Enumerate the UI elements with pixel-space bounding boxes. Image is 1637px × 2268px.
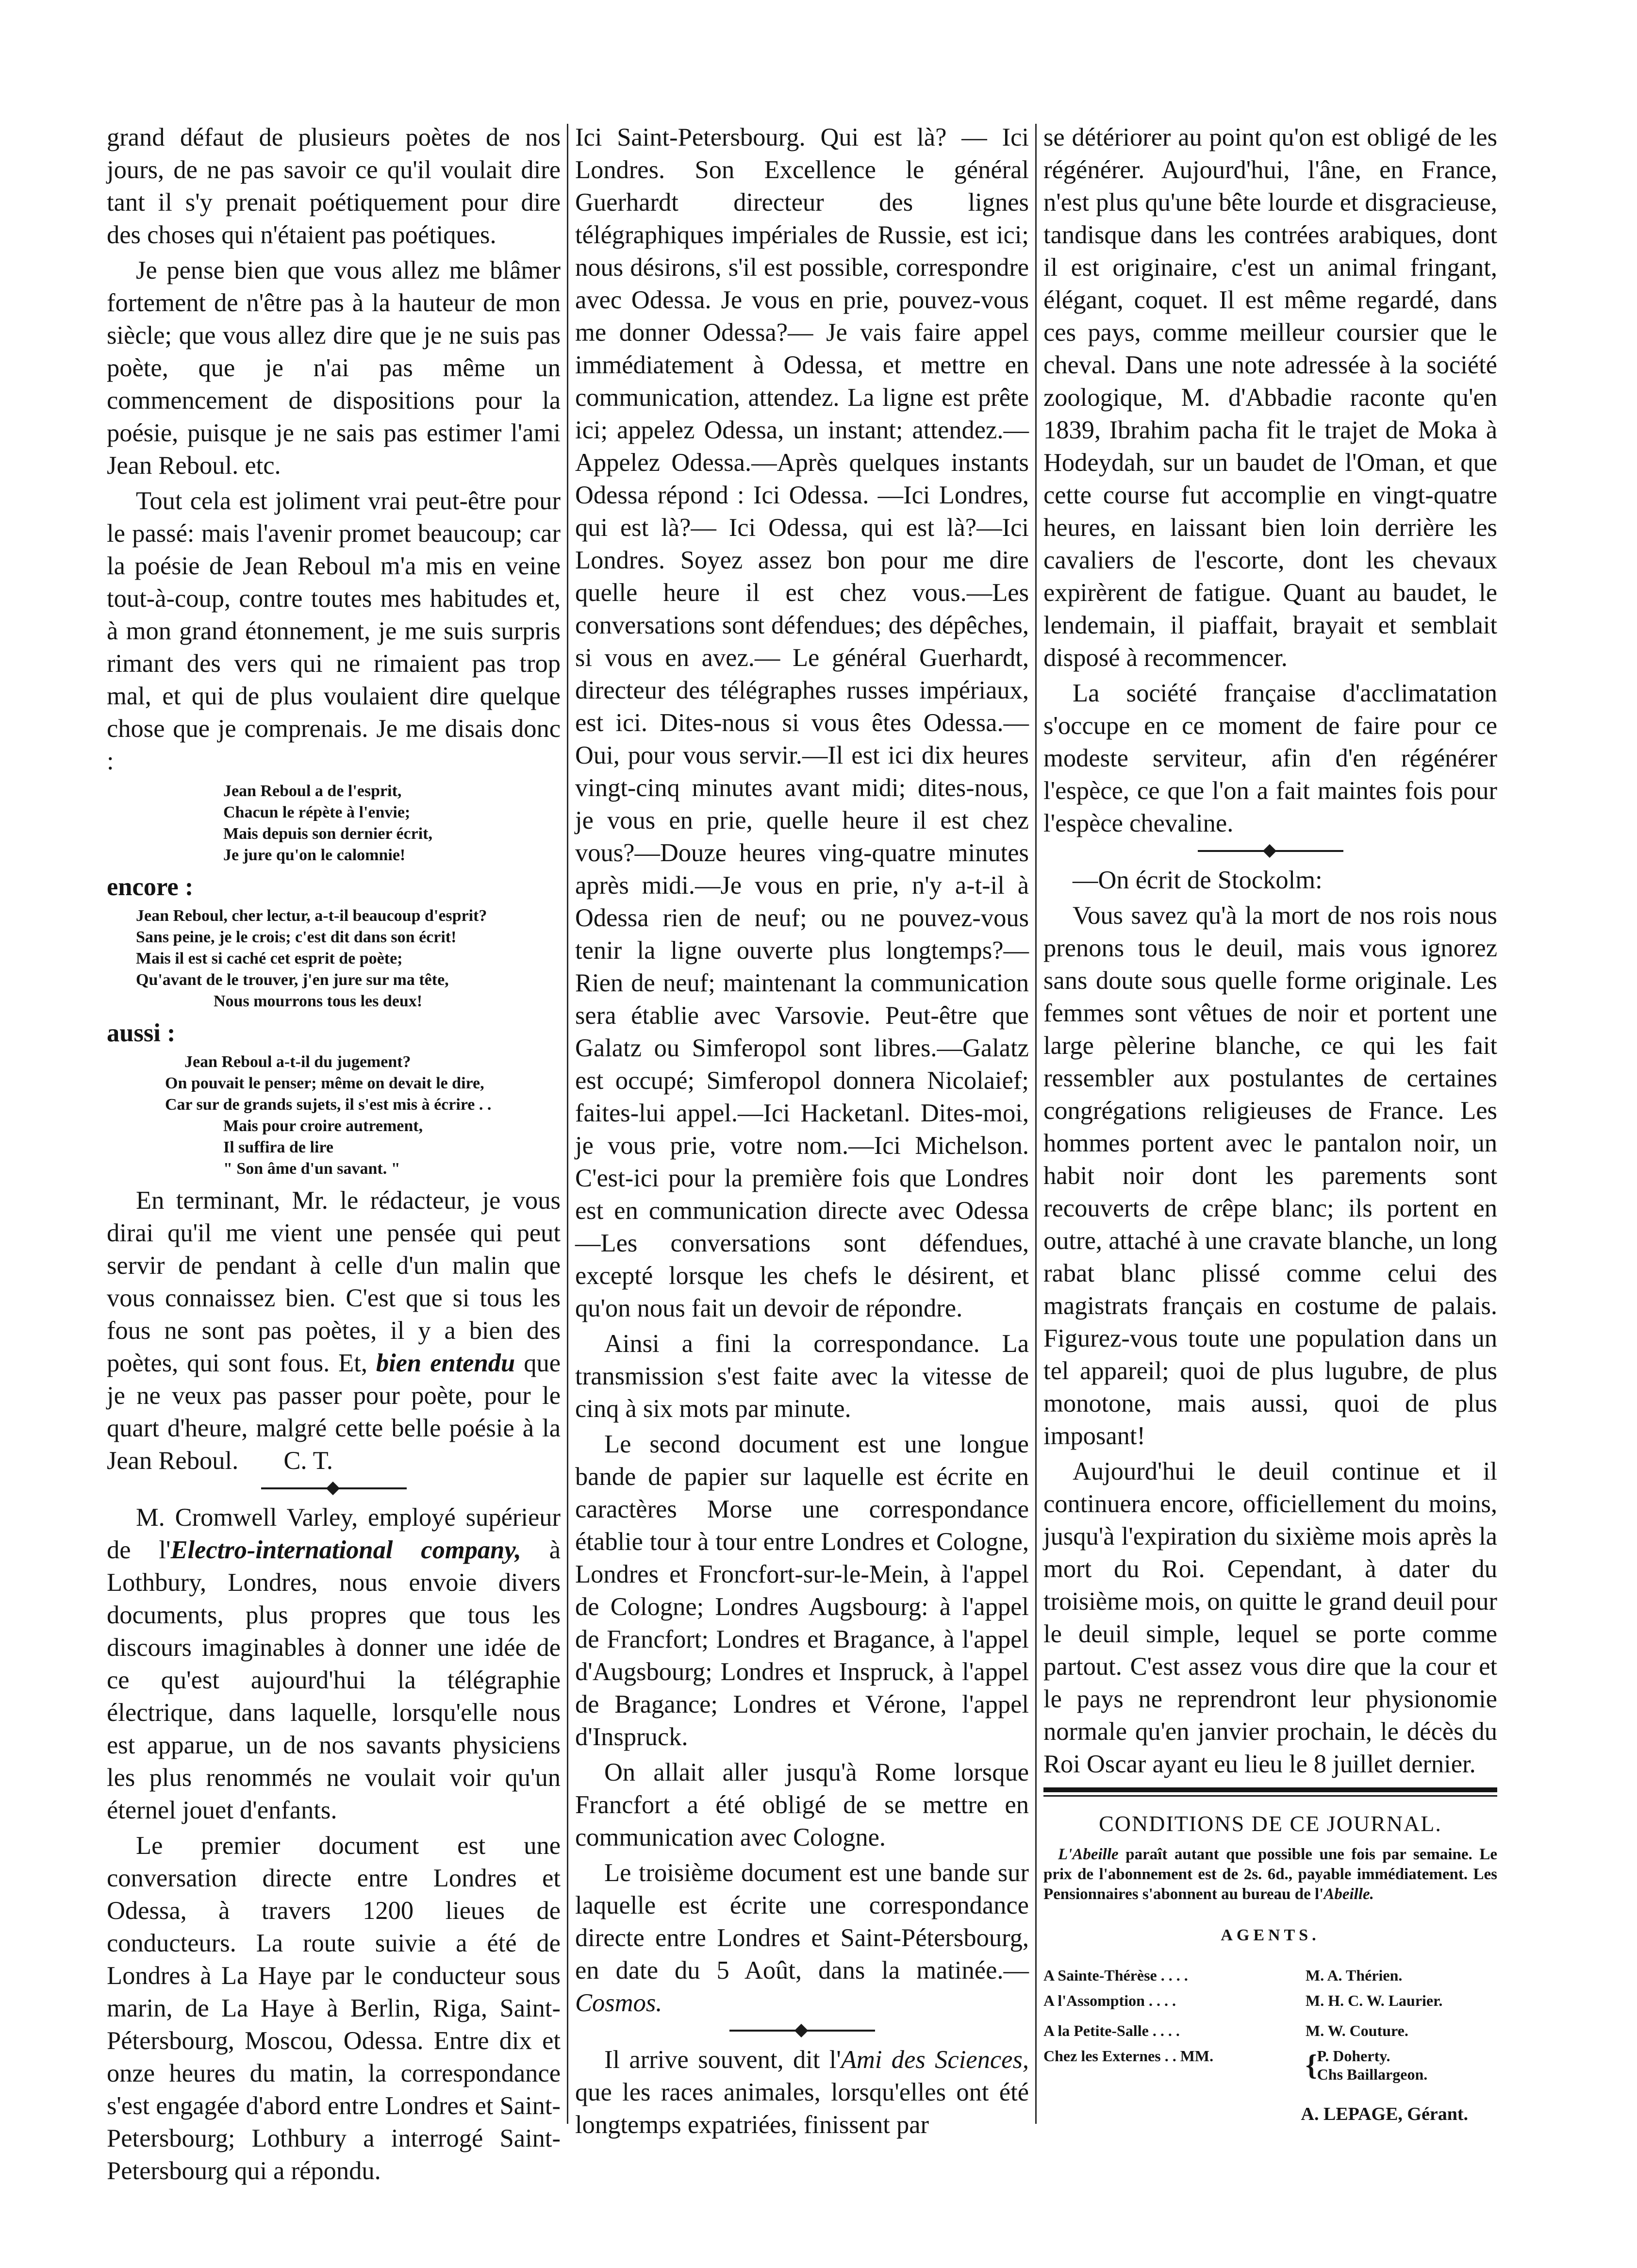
paragraph: Je pense bien que vous allez me blâmer fortement de n'être pas à la hauteur de mon siècle; que vous allez dire que je ne suis pas poète, que je n'ai pas même un commencement de dispositions pour la poésie, puisque je ne sais pas estimer l'ami Jean Reboul. etc. xyxy=(107,256,561,480)
paragraph: Il arrive souvent, dit l'Ami des Sciences, que les races animales, lorsqu'elles ont été longtemps expatriées, finissent par xyxy=(575,2046,1029,2139)
paragraph: La société française d'acclimatation s'occupe en ce moment de faire pour ce modeste serviteur, afin d'en régénérer l'espèce, ce que l'on a fait maintes fois pour l'espèce chevaline. xyxy=(1043,679,1497,837)
verse-line: Jean Reboul, cher lectur, a-t-il beaucoup d'esprit? xyxy=(136,907,487,925)
agent-row: Chez les Externes . . MM. { P. Doherty. Chs Baillargeon. xyxy=(1043,2047,1428,2083)
conditions-title: CONDITIONS DE CE JOURNAL. xyxy=(1099,1811,1442,1836)
verse-line: Je jure qu'on le calomnie! xyxy=(223,846,406,864)
verse-line: Chacun le répète à l'envie; xyxy=(223,803,411,821)
verse-intro: encore : xyxy=(107,873,194,901)
agents-title: AGENTS. xyxy=(1221,1926,1320,1944)
agent-row: A la Petite-Salle . . . . M. W. Couture. xyxy=(1043,2022,1408,2039)
column-1 xyxy=(107,121,561,2185)
paragraph: Vous savez qu'à la mort de nos rois nous prenons tous le deuil, mais vous ignorez sans doute sous quelle forme originale. Les femmes sont vêtues de noir et portent une large pèlerine blanche, ce qui les fait ressembler aux postulantes de certaines congrégations religieuses de France. Les hommes portent avec le pantalon noir, un habit noir dont les parements sont recouverts de crêpe blanc; ils portent en outre, attaché à une cravate blanche, un long rabat blanc plissé comme celui des magistrats français en costume de palais. Figurez-vous toute une population dans un tel appareil; quoi de plus lugubre, de plus monotone, mais aussi, quoi de plus imposant! xyxy=(1043,901,1497,1450)
verse-line: Nous mourrons tous les deux! xyxy=(214,992,423,1010)
paragraph: On allait aller jusqu'à Rome lorsque Francfort a été obligé de se mettre en communication avec Cologne. xyxy=(575,1758,1029,1851)
column-2 xyxy=(575,121,1029,2151)
column-rule-1 xyxy=(567,124,568,2124)
verse-3 xyxy=(107,1051,561,1180)
verse-line: Qu'avant de le trouver, j'en jure sur ma tête, xyxy=(136,971,449,989)
paragraph: se détériorer au point qu'on est obligé de les régénérer. Aujourd'hui, l'âne, en France, n'est plus qu'une bête lourde et disgracieuse, tandisque dans les contrées arabiques, dont il est originaire, c'est un animal fringant, élégant, coquet. Il est même regardé, dans ces pays, comme meilleur coursier que le cheval. Dans une note adressée à la société zoologique, M. d'Abbadie raconte qu'en 1839, Ibrahim pacha fit le trajet de Moka à Hodeydah, sur un baudet de l'Oman, et que cette course fut accomplie en vingt-quatre heures, en laissant bien loin derrière les cavaliers de l'escorte, dont les chevaux expirèrent de fatigue. Quant au baudet, le lendemain, il piaffait, brayait et semblait disposé à recommencer. xyxy=(1043,123,1497,672)
italic-phrase: bien entendu xyxy=(376,1349,515,1377)
verse-line: Mais pour croire autrement, xyxy=(223,1117,423,1135)
verse-line: Il suffira de lire xyxy=(223,1138,333,1156)
paragraph: Aujourd'hui le deuil continue et il continuera encore, officiellement du moins, jusqu'à l'expiration du sixième mois après la mort du Roi. Cependant, à dater du troisième mois, on quitte le grand deuil pour le deuil simple, lequel se porte comme partout. C'est assez vous dire que la cour et le pays ne reprendront leur physionomie normale qu'en janvier prochain, le décès du Roi Oscar ayant eu lieu le 8 juillet dernier. xyxy=(1043,1457,1497,1778)
paragraph: M. Cromwell Varley, employé supérieur de l'Electro-international company, à Lothbury, Londres, nous envoie divers documents, plus propres que tous les discours imaginables à donner une idée de ce qu'est aujourd'hui la télégraphie électrique, dans laquelle, lorsqu'elle nous est apparue, un de nos savants physiciens les plus renommés ne voulait voir qu'un éternel jouet d'enfants. xyxy=(107,1503,561,1824)
paragraph: Ainsi a fini la correspondance. La transmission s'est faite avec la vitesse de cinq à six mots par minute. xyxy=(575,1330,1029,1423)
verse-line: Sans peine, je le crois; c'est dit dans son écrit! xyxy=(136,928,457,946)
conditions-text: L'Abeille paraît autant que possible une fois par semaine. Le prix de l'abonnement est de 2s. 6d., payable immédiatement. Les Pensionnaires s'abonnent au bureau de l'Abeille. xyxy=(1043,1846,1497,1903)
verse-line: Mais il est si caché cet esprit de poète; xyxy=(136,950,403,967)
italic-phrase: Electro-international company, xyxy=(170,1536,521,1564)
separator xyxy=(107,1483,561,1494)
source-name: Cosmos. xyxy=(575,1989,662,2017)
paragraph: grand défaut de plusieurs poètes de nos jours, de ne pas savoir ce qu'il voulait dire tant il s'y prenait poétiquement pour dire des choses qui n'étaient pas poétiques. xyxy=(107,123,561,249)
paragraph: Ici Saint-Petersbourg. Qui est là? — Ici Londres. Son Excellence le général Guerhardt directeur des lignes télégraphiques impériales de Russie, est ici; nous désirons, s'il est possible, correspondre avec Odessa. Je vous en prie, pouvez-vous me donner Odessa?— Je vais faire appel immédiatement à Odessa, et mettre en communication, attendez. La ligne est prête ici; appelez Odessa, un instant; attendez.—Appelez Odessa.—Après quelques instants Odessa répond : Ici Odessa. —Ici Londres, qui est là?— Ici Odessa, qui est là?—Ici Londres. Soyez assez bon pour me dire quelle heure il est chez vous.—Les conversations sont défendues; des dépêches, si vous en avez.— Le général Guerhardt, directeur des télégraphes russes impériaux, est ici. Dites-nous si vous êtes Odessa.—Oui, pour vous servir.—Il est ici dix heures vingt-cinq minutes avant midi; dites-nous, je vous en prie, quelle heure il est chez vous?—Douze heures ving-quatre minutes après midi.—Je vous en prie, n'y a-t-il à Odessa rien de neuf; ou ne pouvez-vous tenir la ligne ouverte plus longtemps?—Rien de neuf; maintenant la communication sera établie avec Varsovie. Peut-être que Galatz ou Simferopol sont libres.—Galatz est occupé; Simferopol donnera Nicolaief; faites-lui appel.—Ici Hacketanl. Dites-moi, je vous prie, votre nom.—Ici Michelson. C'est-ici pour la première fois que Londres est en communication directe avec Odessa —Les conversations sont défendues, excepté lorsque les chefs le désirent, et qu'on nous fait un devoir de répondre. xyxy=(575,123,1029,1322)
gerant-signature: A. LEPAGE, Gérant. xyxy=(1301,2104,1468,2124)
column-rule-2 xyxy=(1035,124,1037,2124)
verse-intro: aussi : xyxy=(107,1019,176,1047)
source-name: Ami des Sciences, xyxy=(841,2046,1029,2074)
paragraph: Le second document est une longue bande de papier sur laquelle est écrite en caractères Morse une correspondance établie tour à tour entre Londres et Cologne, Londres et Froncfort-sur-le-Mein, à l'appel de Cologne; Londres Augsbourg: à l'appel de Francfort; Londres et Bragance, à l'appel d'Augsbourg; Londres et Inspruck, à l'appel de Bragance; Londres et Vérone, l'appel d'Inspruck. xyxy=(575,1430,1029,1751)
double-rule xyxy=(1043,1787,1497,1797)
separator xyxy=(575,2025,1029,2036)
paragraph: En terminant, Mr. le rédacteur, je vous dirai qu'il me vient une pensée qui peut servir de pendant à celle d'un malin que vous connaissez bien. C'est que si tous les fous ne sont pas poètes, il y a bien des poètes, qui sont fous. Et, bien entendu que je ne veux pas passer pour poète, pour le quart d'heure, malgré cette belle poésie à la Jean Reboul. C. T. xyxy=(107,1186,561,1475)
verse-line: On pouvait le penser; même on devait le dire, xyxy=(165,1074,484,1092)
signature: C. T. xyxy=(283,1447,333,1475)
verse-line: " Son âme d'un savant. " xyxy=(223,1160,400,1178)
column-3 xyxy=(1043,121,1497,2151)
verse-2 xyxy=(107,905,561,1012)
paragraph: Tout cela est joliment vrai peut-être pour le passé: mais l'avenir promet beaucoup; car la poésie de Jean Reboul m'a mis en veine tout-à-coup, contre toutes mes habitudes et, à mon grand étonnement, je me suis surpris rimant des vers qui ne rimaient pas trop mal, et qui de plus voulaient dire quelque chose que je comprenais. Je me disais donc : xyxy=(107,487,561,775)
verse-line: Car sur de grands sujets, il s'est mis à écrire . . xyxy=(165,1096,492,1114)
verse-line: Jean Reboul a de l'esprit, xyxy=(223,782,402,800)
paragraph: Le troisième document est une bande sur laquelle est écrite une correspondance directe entre Londres et Saint-Pétersbourg, en date du 5 Août, dans la matinée.—Cosmos. xyxy=(575,1859,1029,2017)
verse-line: Mais depuis son dernier écrit, xyxy=(223,825,432,843)
agent-row: A l'Assomption . . . . M. H. C. W. Laurier. xyxy=(1043,1992,1443,2009)
separator xyxy=(1043,846,1497,856)
paragraph: —On écrit de Stockolm: xyxy=(1073,866,1323,894)
verse-line: Jean Reboul a-t-il du jugement? xyxy=(184,1053,411,1071)
paragraph: Le premier document est une conversation directe entre Londres et Odessa, à travers 1200 lieues de conducteurs. La route suivie a été de Londres à La Haye par le conducteur sous marin, de La Haye à Berlin, Riga, Saint-Pétersbourg, Moscou, Odessa. Entre dix et onze heures du matin, la correspondance s'est engagée d'abord entre Londres et Saint-Petersbourg; Lothbury a interrogé Saint-Petersbourg qui a répondu. xyxy=(107,1832,561,2185)
agent-row: A Sainte-Thérèse . . . . M. A. Thérien. xyxy=(1043,1967,1403,1984)
verse-1 xyxy=(107,781,561,866)
